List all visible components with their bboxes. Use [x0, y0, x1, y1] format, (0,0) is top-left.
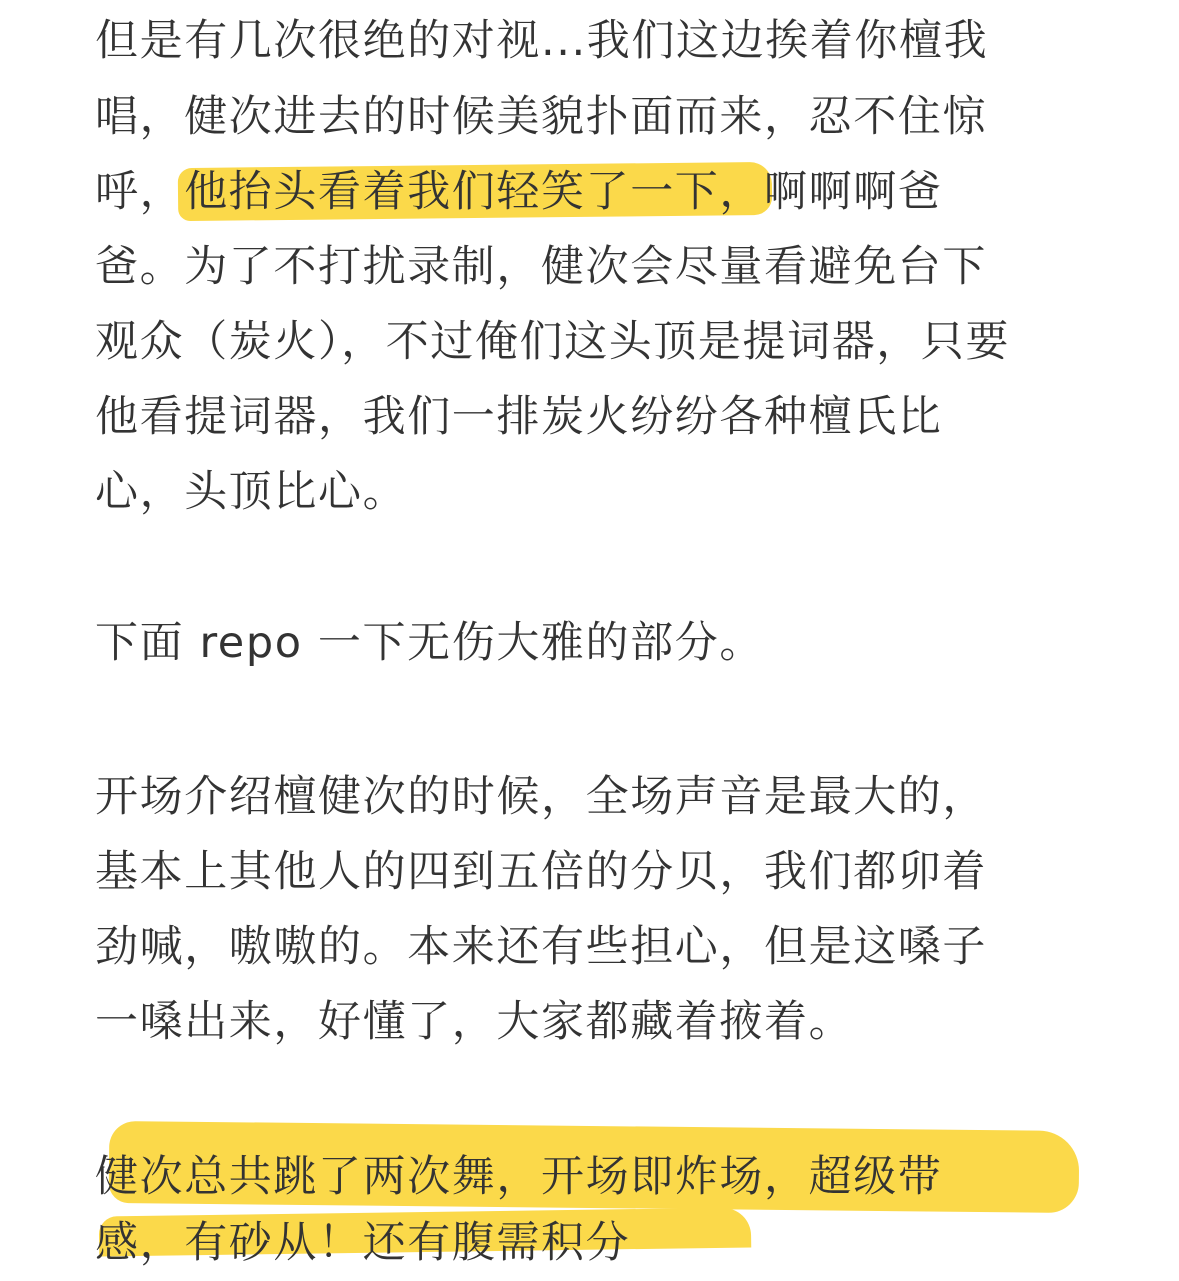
line-text: 感，有砂从！还有腹需积分 — [95, 1218, 631, 1268]
paragraph-line — [95, 910, 987, 985]
line-text: 爸。为了不打扰录制，健次会尽量看避免台下 — [95, 242, 987, 292]
line-text: 唱，健次进去的时候美貌扑面而来，忍不住惊 — [95, 92, 987, 142]
highlighted-text: 他抬头看着我们轻笑了一下， — [184, 155, 764, 230]
line-text: 一嗓出来，好懂了，大家都藏着掖着。 — [95, 997, 854, 1047]
line-text: 健次总共跳了两次舞，开场即炸场，超级带 — [95, 1152, 943, 1202]
paragraph-line — [95, 1140, 942, 1215]
line-text: 啊啊啊爸 — [764, 167, 943, 217]
paragraph-line — [95, 380, 942, 455]
paragraph-line — [95, 455, 407, 530]
paragraph-line — [95, 80, 987, 155]
line-text: 基本上其他人的四到五倍的分贝，我们都卯着 — [95, 847, 987, 897]
paragraph-line — [95, 4, 988, 79]
paragraph-line — [95, 835, 987, 910]
line-text: 开场介绍檀健次的时候，全场声音是最大的， — [95, 772, 987, 822]
paragraph-line — [95, 985, 853, 1060]
line-text: 观众（炭火），不过俺们这头顶是提词器，只要 — [95, 317, 1011, 367]
paragraph-line — [95, 305, 1010, 380]
paragraph-line — [95, 230, 987, 305]
paragraph-line — [95, 760, 987, 835]
line-text: 下面 repo 一下无伤大雅的部分。 — [95, 618, 764, 668]
line-text: 但是有几次很绝的对视...我们这边挨着你檀我 — [95, 16, 989, 66]
line-text: 心，头顶比心。 — [95, 467, 408, 517]
paragraph-line — [95, 606, 764, 681]
line-text: 劲喊，嗷嗷的。本来还有些担心，但是这嗓子 — [95, 922, 987, 972]
paragraph-line-cutoff — [95, 1206, 630, 1281]
line-text: 呼， — [95, 167, 185, 217]
line-text: 他看提词器，我们一排炭火纷纷各种檀氏比 — [95, 392, 943, 442]
paragraph-line — [95, 155, 942, 230]
